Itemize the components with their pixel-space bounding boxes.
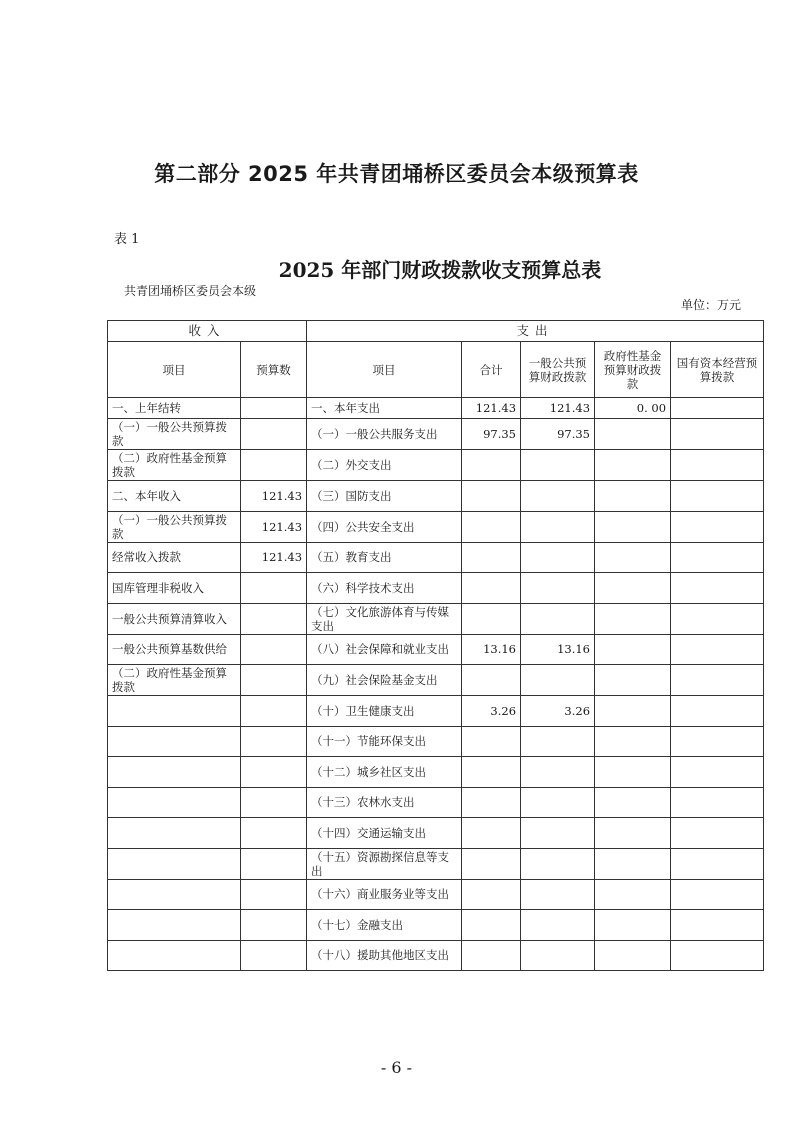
gov-fund-cell xyxy=(595,757,671,788)
income-amount-cell xyxy=(241,910,307,941)
income-amount-cell xyxy=(241,879,307,910)
gov-fund-cell xyxy=(595,450,671,481)
state-capital-cell xyxy=(671,665,764,696)
general-budget-cell xyxy=(521,910,595,941)
income-item-cell xyxy=(108,726,241,757)
expense-item-cell: （十五）资源勘探信息等支出 xyxy=(307,848,462,879)
gov-fund-cell xyxy=(595,603,671,634)
state-capital-cell xyxy=(671,450,764,481)
table-row xyxy=(108,879,764,910)
table-row xyxy=(108,419,764,450)
table-row xyxy=(108,757,764,788)
gov-fund-cell xyxy=(595,481,671,512)
general-budget-cell: 121.43 xyxy=(521,398,595,419)
gov-fund-cell xyxy=(595,818,671,849)
total-cell: 3.26 xyxy=(462,696,521,727)
organization-name: 共青团埇桥区委员会本级 xyxy=(124,284,257,298)
gov-fund-cell xyxy=(595,634,671,665)
expense-item-cell: （二）外交支出 xyxy=(307,450,462,481)
income-item-cell: 一般公共预算清算收入 xyxy=(108,603,241,634)
general-budget-cell xyxy=(521,450,595,481)
income-amount-cell xyxy=(241,787,307,818)
income-item-cell: （二）政府性基金预算拨款 xyxy=(108,665,241,696)
expense-header: 支出 xyxy=(307,321,764,342)
table-row xyxy=(108,634,764,665)
expense-item-cell: （五）教育支出 xyxy=(307,542,462,573)
general-budget-cell xyxy=(521,940,595,971)
state-capital-cell xyxy=(671,787,764,818)
expense-item-cell: （八）社会保障和就业支出 xyxy=(307,634,462,665)
state-capital-cell xyxy=(671,726,764,757)
income-amount-cell xyxy=(241,573,307,604)
expense-item-cell: （三）国防支出 xyxy=(307,481,462,512)
gov-fund-cell xyxy=(595,726,671,757)
gov-fund-cell xyxy=(595,787,671,818)
general-budget-cell xyxy=(521,787,595,818)
state-capital-cell xyxy=(671,542,764,573)
general-budget-cell xyxy=(521,603,595,634)
expense-item-cell: （十三）农林水支出 xyxy=(307,787,462,818)
total-cell xyxy=(462,726,521,757)
general-budget-cell xyxy=(521,879,595,910)
total-cell xyxy=(462,665,521,696)
state-capital-cell xyxy=(671,910,764,941)
income-amount-cell: 121.43 xyxy=(241,511,307,542)
income-item-cell: （一）一般公共预算拨款 xyxy=(108,419,241,450)
income-amount-cell xyxy=(241,696,307,727)
total-cell: 121.43 xyxy=(462,398,521,419)
state-capital-cell xyxy=(671,419,764,450)
income-item-cell: （一）一般公共预算拨款 xyxy=(108,511,241,542)
income-item-cell: 国库管理非税收入 xyxy=(108,573,241,604)
col-income-budget: 预算数 xyxy=(241,342,307,398)
table-row xyxy=(108,726,764,757)
total-cell xyxy=(462,818,521,849)
state-capital-cell xyxy=(671,879,764,910)
state-capital-cell xyxy=(671,818,764,849)
expense-item-cell: （十七）金融支出 xyxy=(307,910,462,941)
total-cell: 13.16 xyxy=(462,634,521,665)
state-capital-cell xyxy=(671,481,764,512)
expense-item-cell: （十八）援助其他地区支出 xyxy=(307,940,462,971)
col-total: 合计 xyxy=(462,342,521,398)
col-expense-item: 项目 xyxy=(307,342,462,398)
expense-item-cell: （十）卫生健康支出 xyxy=(307,696,462,727)
state-capital-cell xyxy=(671,757,764,788)
income-amount-cell xyxy=(241,450,307,481)
col-income-item: 项目 xyxy=(108,342,241,398)
table-row xyxy=(108,481,764,512)
table-title: 2025 年部门财政拨款收支预算总表 xyxy=(278,258,602,282)
expense-item-cell: （一）一般公共服务支出 xyxy=(307,419,462,450)
state-capital-cell xyxy=(671,848,764,879)
table-row xyxy=(108,398,764,419)
general-budget-cell: 13.16 xyxy=(521,634,595,665)
gov-fund-cell xyxy=(595,665,671,696)
income-amount-cell xyxy=(241,848,307,879)
expense-item-cell: （十一）节能环保支出 xyxy=(307,726,462,757)
expense-item-cell: （四）公共安全支出 xyxy=(307,511,462,542)
state-capital-cell xyxy=(671,940,764,971)
state-capital-cell xyxy=(671,511,764,542)
income-item-cell xyxy=(108,910,241,941)
income-item-cell xyxy=(108,879,241,910)
table-row xyxy=(108,603,764,634)
state-capital-cell xyxy=(671,398,764,419)
expense-item-cell: 一、本年支出 xyxy=(307,398,462,419)
income-item-cell: 二、本年收入 xyxy=(108,481,241,512)
total-cell xyxy=(462,511,521,542)
total-cell xyxy=(462,481,521,512)
income-amount-cell: 121.43 xyxy=(241,481,307,512)
income-item-cell: （二）政府性基金预算拨款 xyxy=(108,450,241,481)
general-budget-cell xyxy=(521,818,595,849)
total-cell xyxy=(462,879,521,910)
table-row xyxy=(108,696,764,727)
gov-fund-cell xyxy=(595,419,671,450)
gov-fund-cell xyxy=(595,879,671,910)
general-budget-cell: 3.26 xyxy=(521,696,595,727)
income-amount-cell xyxy=(241,419,307,450)
table-number: 表 1 xyxy=(114,232,140,247)
income-item-cell xyxy=(108,757,241,788)
income-item-cell xyxy=(108,787,241,818)
table-row xyxy=(108,665,764,696)
gov-fund-cell xyxy=(595,573,671,604)
expense-item-cell: （六）科学技术支出 xyxy=(307,573,462,604)
total-cell xyxy=(462,940,521,971)
income-header: 收入 xyxy=(108,321,307,342)
part-title: 第二部分 2025 年共青团埇桥区委员会本级预算表 xyxy=(154,162,639,186)
gov-fund-cell xyxy=(595,696,671,727)
income-item-cell xyxy=(108,818,241,849)
col-state-capital: 国有资本经营预算拨款 xyxy=(671,342,764,398)
general-budget-cell xyxy=(521,542,595,573)
table-row xyxy=(108,450,764,481)
total-cell xyxy=(462,757,521,788)
total-cell xyxy=(462,787,521,818)
income-amount-cell xyxy=(241,603,307,634)
income-amount-cell xyxy=(241,757,307,788)
gov-fund-cell xyxy=(595,511,671,542)
table-row xyxy=(108,573,764,604)
income-amount-cell xyxy=(241,818,307,849)
total-cell: 97.35 xyxy=(462,419,521,450)
col-gov-fund: 政府性基金预算财政拨款 xyxy=(595,342,671,398)
income-item-cell: 经常收入拨款 xyxy=(108,542,241,573)
income-amount-cell xyxy=(241,398,307,419)
budget-table xyxy=(107,320,764,971)
gov-fund-cell xyxy=(595,542,671,573)
unit-label: 单位：万元 xyxy=(680,298,741,312)
col-general-budget: 一般公共预算财政拨款 xyxy=(521,342,595,398)
gov-fund-cell xyxy=(595,848,671,879)
income-item-cell: 一般公共预算基数供给 xyxy=(108,634,241,665)
table-row xyxy=(108,940,764,971)
general-budget-cell xyxy=(521,665,595,696)
general-budget-cell xyxy=(521,757,595,788)
table-row xyxy=(108,848,764,879)
income-item-cell xyxy=(108,696,241,727)
income-amount-cell xyxy=(241,940,307,971)
expense-item-cell: （十四）交通运输支出 xyxy=(307,818,462,849)
gov-fund-cell: 0. 00 xyxy=(595,398,671,419)
income-amount-cell xyxy=(241,634,307,665)
total-cell xyxy=(462,603,521,634)
table-row xyxy=(108,910,764,941)
table-row xyxy=(108,787,764,818)
general-budget-cell xyxy=(521,511,595,542)
general-budget-cell xyxy=(521,481,595,512)
general-budget-cell: 97.35 xyxy=(521,419,595,450)
expense-item-cell: （十六）商业服务业等支出 xyxy=(307,879,462,910)
general-budget-cell xyxy=(521,726,595,757)
total-cell xyxy=(462,910,521,941)
income-item-cell xyxy=(108,940,241,971)
state-capital-cell xyxy=(671,573,764,604)
total-cell xyxy=(462,848,521,879)
total-cell xyxy=(462,450,521,481)
income-amount-cell: 121.43 xyxy=(241,542,307,573)
expense-item-cell: （七）文化旅游体育与传媒支出 xyxy=(307,603,462,634)
total-cell xyxy=(462,542,521,573)
state-capital-cell xyxy=(671,696,764,727)
income-amount-cell xyxy=(241,726,307,757)
income-item-cell xyxy=(108,848,241,879)
state-capital-cell xyxy=(671,603,764,634)
general-budget-cell xyxy=(521,573,595,604)
income-item-cell: 一、上年结转 xyxy=(108,398,241,419)
page-number: - 6 - xyxy=(380,1058,413,1077)
expense-item-cell: （九）社会保险基金支出 xyxy=(307,665,462,696)
total-cell xyxy=(462,573,521,604)
state-capital-cell xyxy=(671,634,764,665)
gov-fund-cell xyxy=(595,940,671,971)
table-row xyxy=(108,818,764,849)
table-row xyxy=(108,542,764,573)
general-budget-cell xyxy=(521,848,595,879)
gov-fund-cell xyxy=(595,910,671,941)
table-row xyxy=(108,511,764,542)
expense-item-cell: （十二）城乡社区支出 xyxy=(307,757,462,788)
income-amount-cell xyxy=(241,665,307,696)
